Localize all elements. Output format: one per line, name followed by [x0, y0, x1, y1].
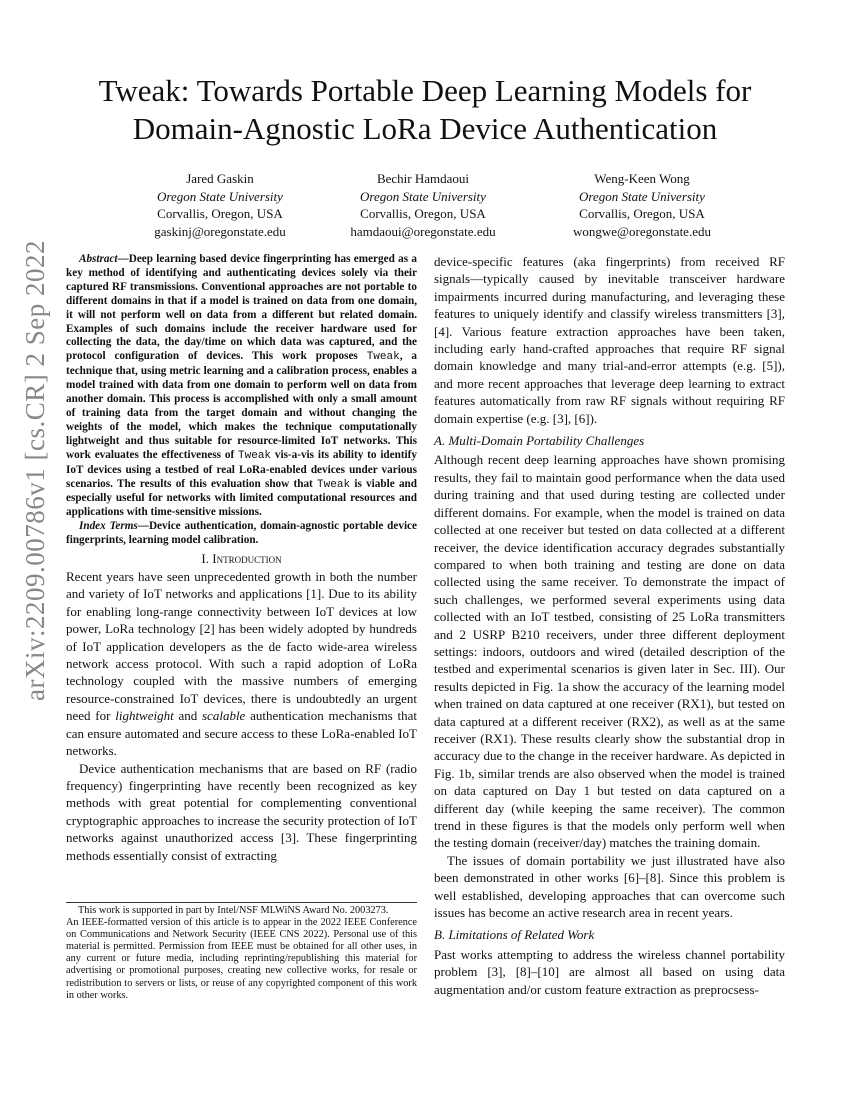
footnote-funding: This work is supported in part by Intel/NSF MLWiNS Award No. 2003273.	[78, 905, 389, 916]
index-terms: Index Terms—Device authentication, domain-agnostic portable device fingerprints, learning model calibration.	[66, 520, 417, 547]
author-affiliation: Oregon State University	[360, 188, 486, 204]
author-name: Jared Gaskin	[186, 171, 254, 186]
author-email: wongwe@oregonstate.edu	[573, 223, 711, 239]
author-email: gaskinj@oregonstate.edu	[154, 223, 286, 239]
author-location: Corvallis, Oregon, USA	[579, 206, 705, 221]
index-terms-label: Index Terms	[79, 520, 138, 533]
title-line-1: Tweak: Towards Portable Deep Learning Models for	[98, 73, 752, 108]
intro-paragraph-2: Device authentication mechanisms that are based on RF (radio frequency) fingerprinting have recently been recognized as key methods with great potential for complementing conventional cryptographic approaches to increase the security protection of IoT networks against unauthorized access [3]. These fingerprinting methods essentially consist of extracting	[66, 760, 417, 863]
author-email: hamdaoui@oregonstate.edu	[350, 223, 496, 239]
tweak-code: Tweak	[238, 449, 272, 462]
left-column	[66, 253, 417, 864]
section-heading-introduction: I. Introduction	[201, 551, 282, 567]
author-name: Weng-Keen Wong	[594, 171, 690, 186]
footnote-copyright: An IEEE-formatted version of this article is to appear in the 2022 IEEE Conference on Communications and Network Security (IEEE CNS 2022). Personal use of this material is permitted. Permission from IEEE must be obtained for all other uses, in any current or future media, including reprinting/republishing this material for advertising or promotional purposes, creating new collective works, for resale or redistribution to servers or lists, or reuse of any copyrighted component of this work in other works.	[66, 917, 417, 1001]
subsection-heading-b: B. Limitations of Related Work	[434, 927, 595, 943]
section-a-paragraph-2: The issues of domain portability we just illustrated have also been demonstrated in other works [6]–[8]. Since this problem is well established, developing approaches that can overcome such issues has become an active research area in recent years.	[434, 852, 785, 921]
tweak-code: Tweak	[366, 351, 400, 364]
author-name: Bechir Hamdaoui	[376, 171, 470, 186]
abstract-label: Abstract	[79, 253, 118, 265]
intro-paragraph-3: device-specific features (aka fingerprints) from received RF signals—typically caused by inevitable transceiver hardware impairments incurred during manufacturing, and leveraging these features to uniquely identify and classify wireless transmitters [3], [4]. Various feature extraction approaches have been taken, including early hand-crafted approaches that require RF signal domain knowledge and many trial-and-error attempts (e.g. [5]), and more recent approaches that leverage deep learning to extract features automatically from raw RF signals without requiring RF domain expertise (e.g. [3], [6]).	[434, 254, 785, 426]
author-location: Corvallis, Oregon, USA	[157, 206, 283, 221]
author-location: Corvallis, Oregon, USA	[360, 206, 486, 221]
right-column	[434, 253, 785, 998]
author-affiliation: Oregon State University	[579, 188, 705, 204]
intro-paragraph-1: Recent years have seen unprecedented growth in both the number and variety of IoT networks and applications [1]. Due to its ability for enabling long-range connectivity between IoT devices at low power, LoRa technology [2] has been widely adopted by hundreds of IoT application developers as the de facto wide-area wireless network access protocol. With such a rapid adoption of LoRa technology coupled with the massive numbers of emerging resource-constrained IoT devices, there is undoubtedly an urgent need for lightweight and scalable authentication mechanisms that can ensure automated and secure access to these LoRa-enabled IoT networks.	[66, 569, 417, 759]
section-a-paragraph-1: Although recent deep learning approaches have shown promising results, they fail to maintain good performance when the data used during training and that used during testing are collected under different domains. For example, when the model is trained on data collected at one receiver but tested on data collected at a different receiver, the device identification accuracy degrades substantially compared to when both training and testing are done on data collected using the same receiver. To demonstrate the impact of such challenges, we performed several experiments using data collected with an IoT testbed, consisting of 25 LoRa transmitters and 2 USRP B210 receivers, under three different deployment settings: indoors, outdoors and wired (detailed description of the testbed and experimental scenarios is given later in Sec. III). Our results depicted in Fig. 1a show the accuracy of the learning model when trained on data captured at one receiver (RX1), but tested on data captured at a different receiver (RX2), as well as at the same receiver (RX1). These results clearly show the substantial drop in accuracy due to the change in the receiver hardware. As depicted in Fig. 1b, similar trends are also observed when the model is trained on data captured on Day 1 but tested on data captured on a different day (while keeping the same receiver). The common trend in these figures is that the models only perform well when the testing domain (receiver/day) matches the training domain.	[434, 452, 785, 851]
tweak-code: Tweak	[317, 478, 351, 491]
author-block-2	[303, 170, 543, 240]
footnote	[66, 902, 417, 1002]
title-line-2: Domain-Agnostic LoRa Device Authentication	[132, 111, 718, 146]
subsection-heading-a: A. Multi-Domain Portability Challenges	[434, 433, 645, 449]
paper-title	[40, 72, 810, 148]
author-affiliation: Oregon State University	[157, 188, 283, 204]
author-block-3	[522, 170, 762, 240]
section-b-paragraph-1: Past works attempting to address the wireless channel portability problem [3], [8]–[10] are almost all based on using data augmentation and/or custom feature extraction as preprocsess-	[434, 946, 785, 997]
arxiv-identifier: arXiv:2209.00786v1 [cs.CR] 2 Sep 2022	[19, 239, 50, 701]
abstract: Abstract—Deep learning based device fingerprinting has emerged as a key method of identifying and authenticating devices solely via their captured RF transmissions. Conventional approaches are not portable to different domains in that if a model is trained on data from one domain, it will not perform well on data from a different but related domain. Examples of such domains include the receiver hardware used for collecting the data, the day/time on which data was captured, and the protocol configuration of devices. This work proposes Tweak, a technique that, using metric learning and a calibration process, enables a model trained with data from one domain to perform well on data from another domain. This process is accomplished with only a small amount of training data from the target domain and without changing the weights of the model, which makes the technique computationally lightweight and thus suitable for resource-limited IoT networks. This work evaluates the effectiveness of Tweak vis-a-vis its ability to identify IoT devices using a testbed of real LoRa-enabled devices under various scenarios. The results of this evaluation show that Tweak is viable and especially useful for networks with limited computational resources and applications with time-sensitive missions.	[66, 253, 417, 519]
